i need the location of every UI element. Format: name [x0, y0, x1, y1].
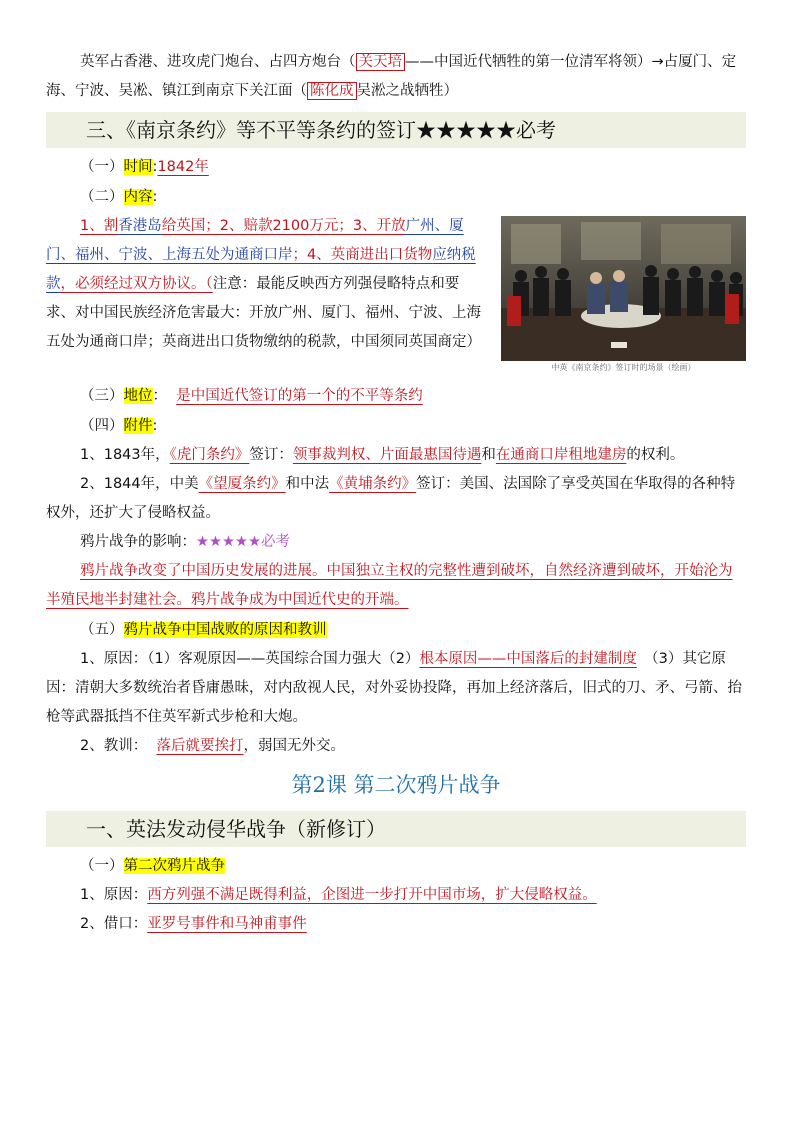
reason-red: 根本原因——中国落后的封建制度 — [419, 651, 637, 667]
treaty-name: 《望厦条约》 — [198, 476, 286, 492]
annex-text: 签订：美国、法国除了享受英国在华取得的各种特权外，还扩大了侵略权益。 — [46, 476, 736, 521]
pretext-label: 2、借口： — [80, 916, 148, 932]
treaty-signing-painting — [501, 216, 746, 361]
annex-red: 领事裁判权、片面最惠国待遇 — [292, 447, 482, 463]
intro-text-1: 英军占香港、进攻虎门炮台、占四方炮台（ — [80, 54, 356, 70]
annex-red: 在通商口岸租地建房 — [495, 447, 627, 463]
annex-text: 1、1843年， — [80, 447, 170, 463]
colon: : — [152, 189, 158, 205]
colon: : — [152, 159, 158, 175]
reason-heading-line — [46, 615, 746, 645]
annex-1 — [46, 441, 746, 470]
impact-stars: ★★★★★必考 — [196, 534, 290, 550]
item-number: （五） — [80, 622, 124, 638]
reason-text: （3）其它原因：清朝大多数统治者昏庸愚昧，对内敌视人民，对外妥协投降，再加上经济落后，旧式的刀、矛、弓箭、抬枪等武器抵挡不住英军新式步枪和大炮。 — [46, 651, 742, 725]
guan-tianpei-name: 关天培 — [356, 53, 406, 71]
pretext-line — [46, 910, 746, 939]
reason-heading: 鸦片战争中国战败的原因和教训 — [123, 622, 327, 638]
cause-label: 1、原因： — [80, 887, 148, 903]
time-label: 时间 — [123, 159, 153, 175]
treaty-name: 《虎门条约》 — [169, 447, 250, 463]
annex-text: 2、1844年，中美 — [80, 476, 199, 492]
status-line — [46, 381, 746, 411]
chen-huacheng-name: 陈化成 — [307, 82, 357, 100]
lesson-text: ，弱国无外交。 — [243, 738, 345, 754]
item-number: （三） — [80, 388, 124, 404]
time-line — [46, 152, 746, 182]
lesson-line — [46, 732, 746, 761]
intro-text-2: ——中国近代牺牲的第一位清军将领）→占厦门、定海、宁波、吴凇、镇江到南京下关江面（ — [46, 54, 737, 99]
treaty-signing-image — [501, 216, 746, 375]
annex-text: 和 — [481, 447, 496, 463]
content-note: 注意：最能反映西方列强侵略特点和要求、对中国民族经济危害最大：开放广州、厦门、福州、宁波、上海五处为通商口岸；英商进出口货物缴纳的税款，中国须同英国商定） — [46, 276, 481, 350]
time-value: 1842年 — [157, 159, 209, 175]
annex-text: 和中法 — [285, 476, 330, 492]
item-number: （一） — [80, 159, 124, 175]
section-heading-nanjing-treaty: 三、《南京条约》等不平等条约的签订★★★★★必考 — [46, 112, 746, 148]
content-part: 应纳税款 — [46, 247, 476, 292]
status-label: 地位 — [123, 388, 153, 404]
content-label: 内容 — [123, 189, 153, 205]
treaty-name: 《黄埔条约》 — [329, 476, 417, 492]
impact-line — [46, 528, 746, 557]
item-number: （四） — [80, 418, 124, 434]
annex-text: 的权利。 — [626, 447, 685, 463]
content-part: ，必须经过双方协议。（ — [60, 276, 213, 292]
content-line — [46, 182, 746, 212]
reason-paragraph — [46, 645, 746, 732]
intro-text-3: 吴淞之战牺牲） — [356, 83, 458, 99]
annex-2 — [46, 470, 746, 528]
colon: : — [152, 418, 158, 434]
lesson-red: 落后就要挨打 — [156, 738, 244, 754]
document-page — [46, 48, 746, 939]
annex-label: 附件 — [123, 418, 153, 434]
cause-text: 西方列强不满足既得利益，企图进一步打开中国市场，扩大侵略权益。 — [147, 887, 597, 903]
impact-text: 鸦片战争改变了中国历史发展的进展。中国独立主权的完整性遭到破坏，自然经济遭到破坏，开始沦为半殖民地半封建社会。鸦片战争成为中国近代史的开端。 — [46, 563, 733, 608]
content-part: 给英国；2、赔款2100万元；3、开放 — [161, 218, 406, 234]
cause-line — [46, 881, 746, 910]
content-part: 香港岛 — [118, 218, 162, 234]
content-part: 广州、厦门、福州、宁波、上海五处为通商口岸 — [46, 218, 464, 263]
item-number: （一） — [80, 858, 124, 874]
status-value: 是中国近代签订的第一个的不平等条约 — [176, 388, 423, 404]
lesson-2-title: 第2课 第二次鸦片战争 — [291, 773, 501, 797]
lesson-label: 2、教训： — [80, 738, 148, 754]
impact-label: 鸦片战争的影响： — [80, 534, 196, 550]
image-caption: 中英《南京条约》签订时的场景（绘画） — [551, 363, 696, 372]
pretext-text: 亚罗号事件和马神甫事件 — [147, 916, 307, 932]
content-part: 1、割 — [80, 218, 119, 234]
annex-text: 签订： — [249, 447, 293, 463]
section-heading-invasion: 一、英法发动侵华战争（新修订） — [46, 811, 746, 847]
annex-line — [46, 411, 746, 441]
reason-text: 1、原因：（1）客观原因——英国综合国力强大（2） — [80, 651, 420, 667]
second-war-label: 第二次鸦片战争 — [123, 858, 225, 874]
second-war-line — [46, 851, 746, 881]
content-part: ；4、英商进出口货物 — [292, 247, 433, 263]
item-number: （二） — [80, 189, 124, 205]
colon: ： — [152, 388, 167, 404]
intro-paragraph — [46, 48, 746, 106]
